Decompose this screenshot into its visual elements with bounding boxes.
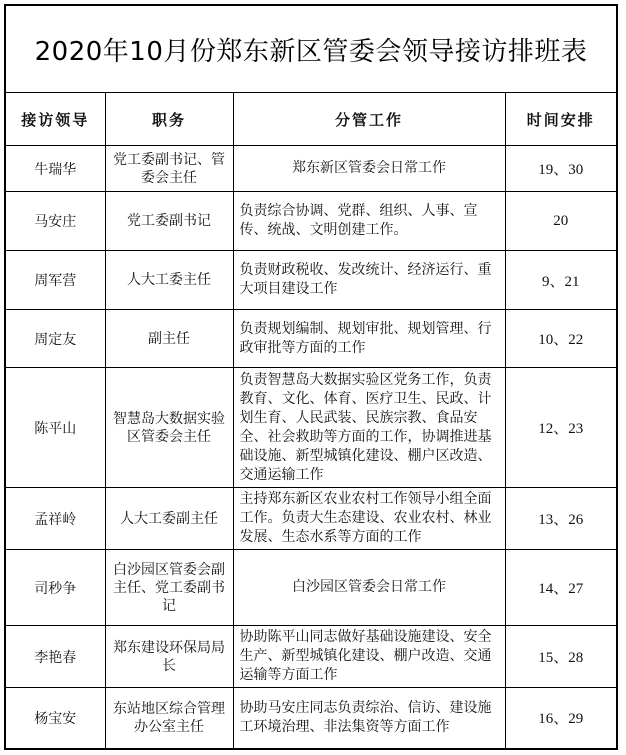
leader-name: 孟祥岭 (6, 488, 105, 550)
leader-schedule: 12、23 (505, 368, 616, 488)
leader-position: 党工委副书记、管委会主任 (105, 146, 233, 192)
leader-position: 智慧岛大数据实验区管委会主任 (105, 368, 233, 488)
schedule-table (6, 93, 616, 748)
leader-name: 周军营 (6, 251, 105, 310)
table-row (6, 192, 616, 251)
table-row (6, 251, 616, 310)
leader-name: 杨宝安 (6, 688, 105, 748)
leader-duties: 负责财政税收、发改统计、经济运行、重大项目建设工作 (233, 251, 505, 310)
leader-duties: 主持郑东新区农业农村工作领导小组全面工作。负责大生态建设、农业农村、林业发展、生态水系等方面的工作 (233, 488, 505, 550)
table-row (6, 688, 616, 748)
header-schedule: 时间安排 (505, 93, 616, 146)
table-row (6, 550, 616, 626)
leader-position: 白沙园区管委会副主任、党工委副书记 (105, 550, 233, 626)
header-duties: 分管工作 (233, 93, 505, 146)
leader-duties: 协助马安庄同志负责综治、信访、建设施工环境治理、非法集资等方面工作 (233, 688, 505, 748)
leader-duties: 负责智慧岛大数据实验区党务工作，负责教育、文化、体育、医疗卫生、民政、计划生育、人民武装、民族宗教、食品安全、社会救助等方面的工作，协调推进基础设施、新型城镇化建设、棚户区改造、交通运输工作 (233, 368, 505, 488)
header-leader: 接访领导 (6, 93, 105, 146)
table-row (6, 310, 616, 368)
leader-schedule: 20 (505, 192, 616, 251)
page-title: 2020年10月份郑东新区管委会领导接访排班表 (6, 6, 616, 93)
leader-name: 李艳春 (6, 626, 105, 688)
table-row (6, 626, 616, 688)
header-row (6, 93, 616, 146)
leader-duties: 白沙园区管委会日常工作 (233, 550, 505, 626)
leader-schedule: 13、26 (505, 488, 616, 550)
leader-name: 司秒争 (6, 550, 105, 626)
leader-name: 陈平山 (6, 368, 105, 488)
leader-name: 马安庄 (6, 192, 105, 251)
schedule-document (4, 4, 618, 750)
leader-schedule: 15、28 (505, 626, 616, 688)
leader-position: 人大工委主任 (105, 251, 233, 310)
leader-position: 副主任 (105, 310, 233, 368)
leader-position: 东站地区综合管理办公室主任 (105, 688, 233, 748)
leader-schedule: 9、21 (505, 251, 616, 310)
leader-duties: 协助陈平山同志做好基础设施建设、安全生产、新型城镇化建设、棚户改造、交通运输等方面工作 (233, 626, 505, 688)
leader-duties: 负责规划编制、规划审批、规划管理、行政审批等方面的工作 (233, 310, 505, 368)
header-position: 职务 (105, 93, 233, 146)
leader-name: 周定友 (6, 310, 105, 368)
table-row (6, 488, 616, 550)
leader-name: 牛瑞华 (6, 146, 105, 192)
leader-duties: 郑东新区管委会日常工作 (233, 146, 505, 192)
leader-position: 郑东建设环保局局长 (105, 626, 233, 688)
leader-schedule: 16、29 (505, 688, 616, 748)
table-row (6, 146, 616, 192)
leader-position: 党工委副书记 (105, 192, 233, 251)
leader-schedule: 10、22 (505, 310, 616, 368)
leader-duties: 负责综合协调、党群、组织、人事、宣传、统战、文明创建工作。 (233, 192, 505, 251)
leader-schedule: 14、27 (505, 550, 616, 626)
table-row (6, 368, 616, 488)
leader-schedule: 19、30 (505, 146, 616, 192)
leader-position: 人大工委副主任 (105, 488, 233, 550)
